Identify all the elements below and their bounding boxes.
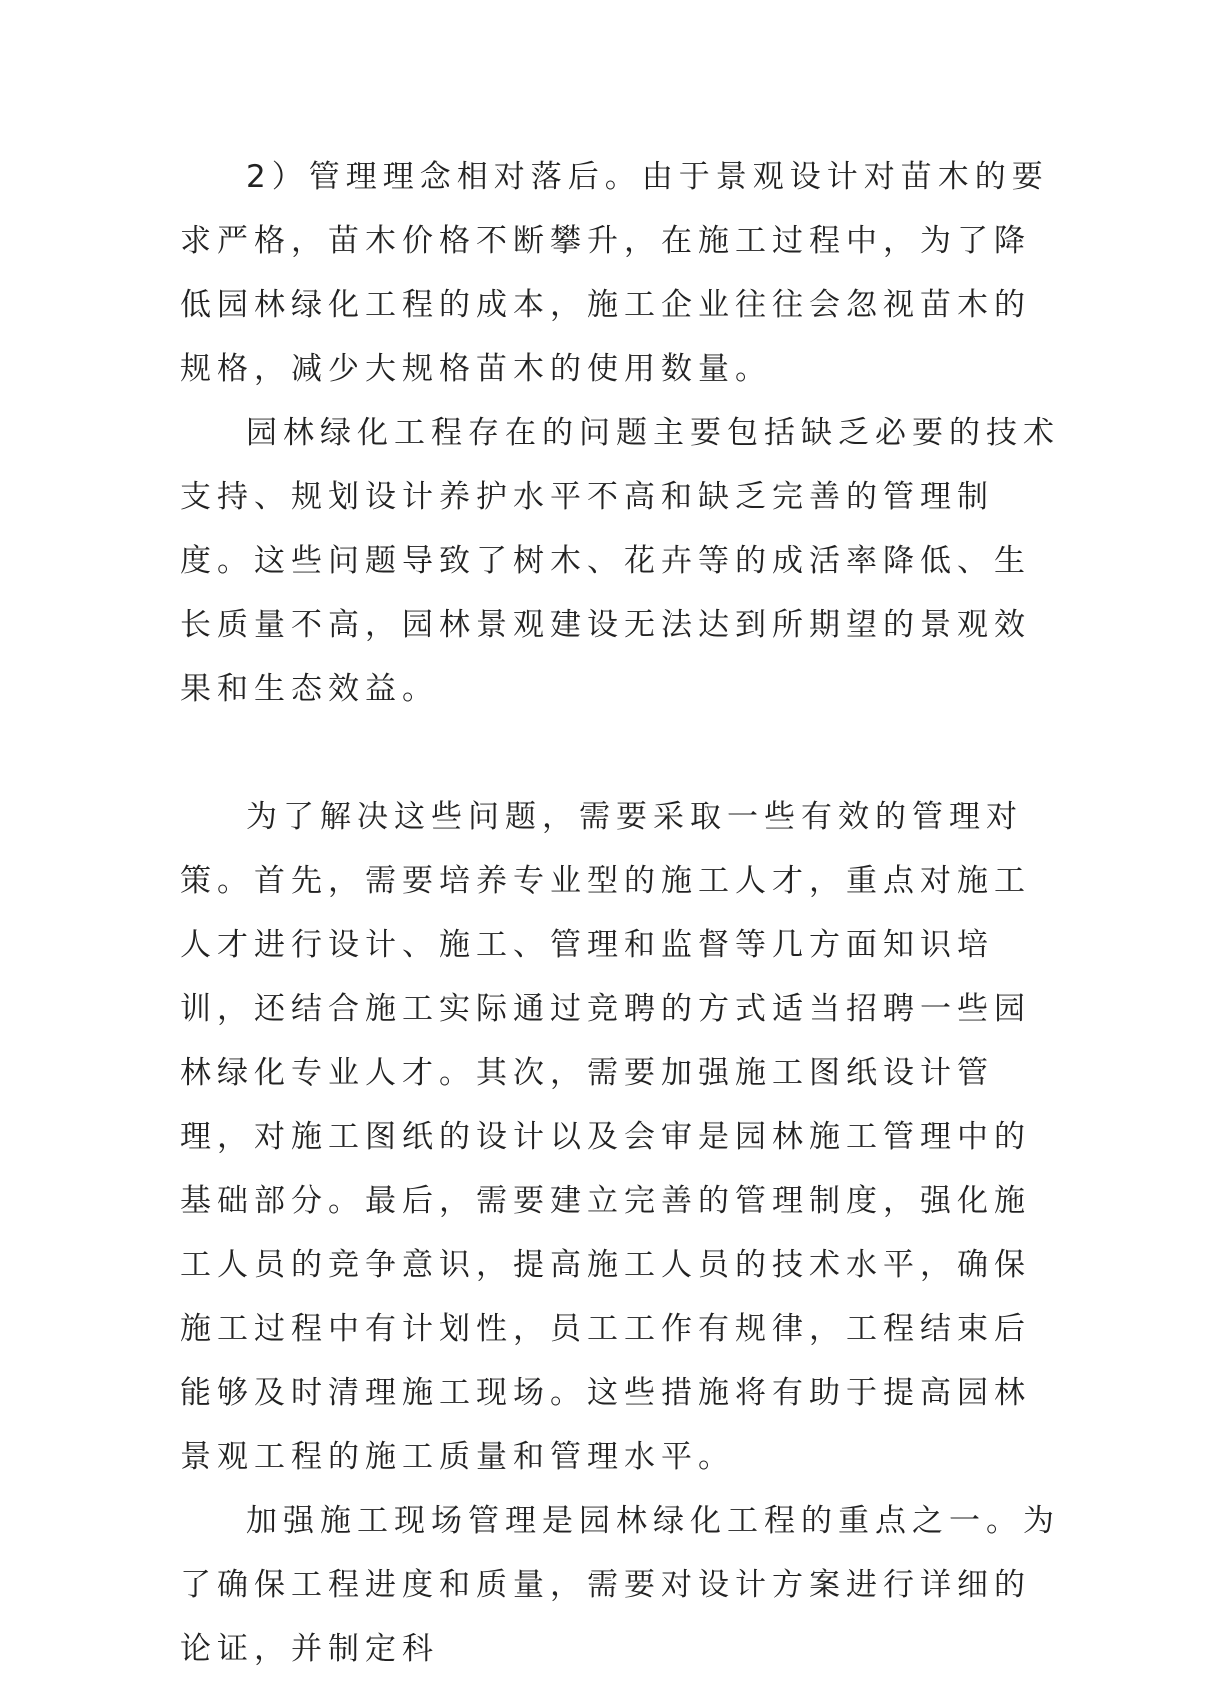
paragraph-existing-problems: 园林绿化工程存在的问题主要包括缺乏必要的技术支持、规划设计养护水平不高和缺乏完善的管理制度。这些问题导致了树木、花卉等的成活率降低、生长质量不高，园林景观建设无法达到所期望的景观效果和生态效益。 xyxy=(180,415,1060,707)
paragraph-management-countermeasures: 为了解决这些问题，需要采取一些有效的管理对策。首先，需要培养专业型的施工人才，重点对施工人才进行设计、施工、管理和监督等几方面知识培训，还结合施工实际通过竞聘的方式适当招聘一些园林绿化专业人才。其次，需要加强施工图纸设计管理，对施工图纸的设计以及会审是园林施工管理中的基础部分。最后，需要建立完善的管理制度，强化施工人员的竞争意识，提高施工人员的技术水平，确保施工过程中有计划性，员工工作有规律，工程结束后能够及时清理施工现场。这些措施将有助于提高园林景观工程的施工质量和管理水平。 xyxy=(180,799,1031,1475)
paragraph-management-concept: 2）管理理念相对落后。由于景观设计对苗木的要求严格，苗木价格不断攀升，在施工过程中，为了降低园林绿化工程的成本，施工企业往往会忽视苗木的规格，减少大规格苗木的使用数量。 xyxy=(180,159,1049,387)
paragraph-site-management: 加强施工现场管理是园林绿化工程的重点之一。为了确保工程进度和质量，需要对设计方案进行详细的论证，并制定科 xyxy=(180,1503,1060,1667)
document-body xyxy=(180,145,1060,1681)
paragraph-spacer xyxy=(180,721,1060,785)
